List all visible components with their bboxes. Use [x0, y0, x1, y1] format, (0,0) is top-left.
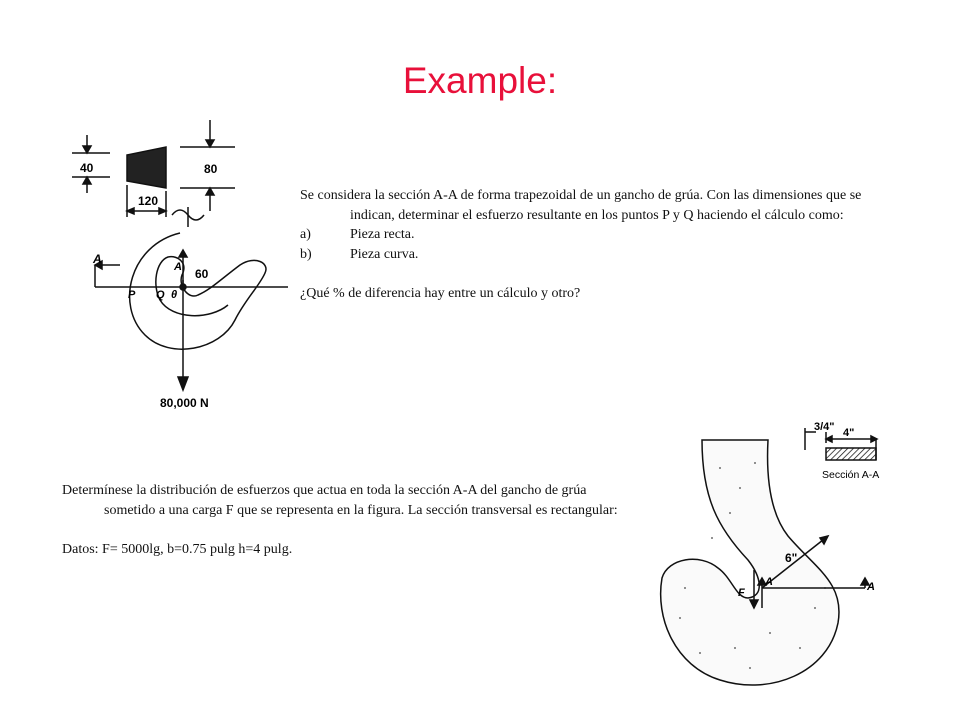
item-a-label: a) [300, 227, 311, 242]
dim-80-label: 80 [204, 162, 218, 176]
problem-1-text [300, 186, 885, 303]
item-b-label: b) [300, 246, 312, 262]
label-F: F [738, 587, 745, 599]
label-theta: θ [171, 289, 178, 301]
hook-figure-rectangular [640, 418, 880, 708]
load-label: 80,000 N [160, 396, 209, 410]
item-a-text: Pieza recta. [350, 227, 415, 242]
dim-40-label: 40 [80, 161, 94, 175]
label-Q: Q [156, 289, 165, 301]
problem-1-intro: Se considera la sección A-A de forma trapezoidal de un gancho de grúa. Con las dimensiones que se indican, determinar el esfuerzo resultante en los puntos P y Q haciendo el cálculo como: [300, 188, 862, 223]
slide-title: Example: [402, 60, 558, 101]
problem-1-question: ¿Qué % de diferencia hay entre un cálculo y otro? [300, 285, 581, 301]
dim-radius-label: 6" [785, 551, 798, 565]
label-A-top: A [174, 261, 182, 273]
label-A-left: A [765, 576, 773, 588]
problem-2-intro: Determínese la distribución de esfuerzos que actua en toda la sección A-A del gancho de grúa sometido a una carga F que se representa en la figura. La sección transversal es rectangular: [62, 483, 618, 518]
section-label: Sección A-A [822, 469, 880, 481]
label-P: P [128, 289, 136, 301]
label-A-left: A [93, 252, 102, 266]
problem-2-text [62, 481, 632, 559]
problem-2-data: Datos: F= 5000lg, b=0.75 pulg h=4 pulg. [62, 541, 293, 557]
dim-thickness-label: 3/4" [814, 421, 835, 433]
problem-1-item-a [300, 225, 885, 245]
hook-figure-trapezoid [60, 115, 295, 415]
dim-120-label: 120 [138, 194, 159, 208]
dim-width-label: 4" [843, 427, 855, 439]
dim-60-label: 60 [195, 267, 209, 281]
label-A-right: A [867, 581, 875, 593]
problem-1-item-b [300, 245, 885, 265]
item-b-text: Pieza curva. [350, 246, 419, 262]
